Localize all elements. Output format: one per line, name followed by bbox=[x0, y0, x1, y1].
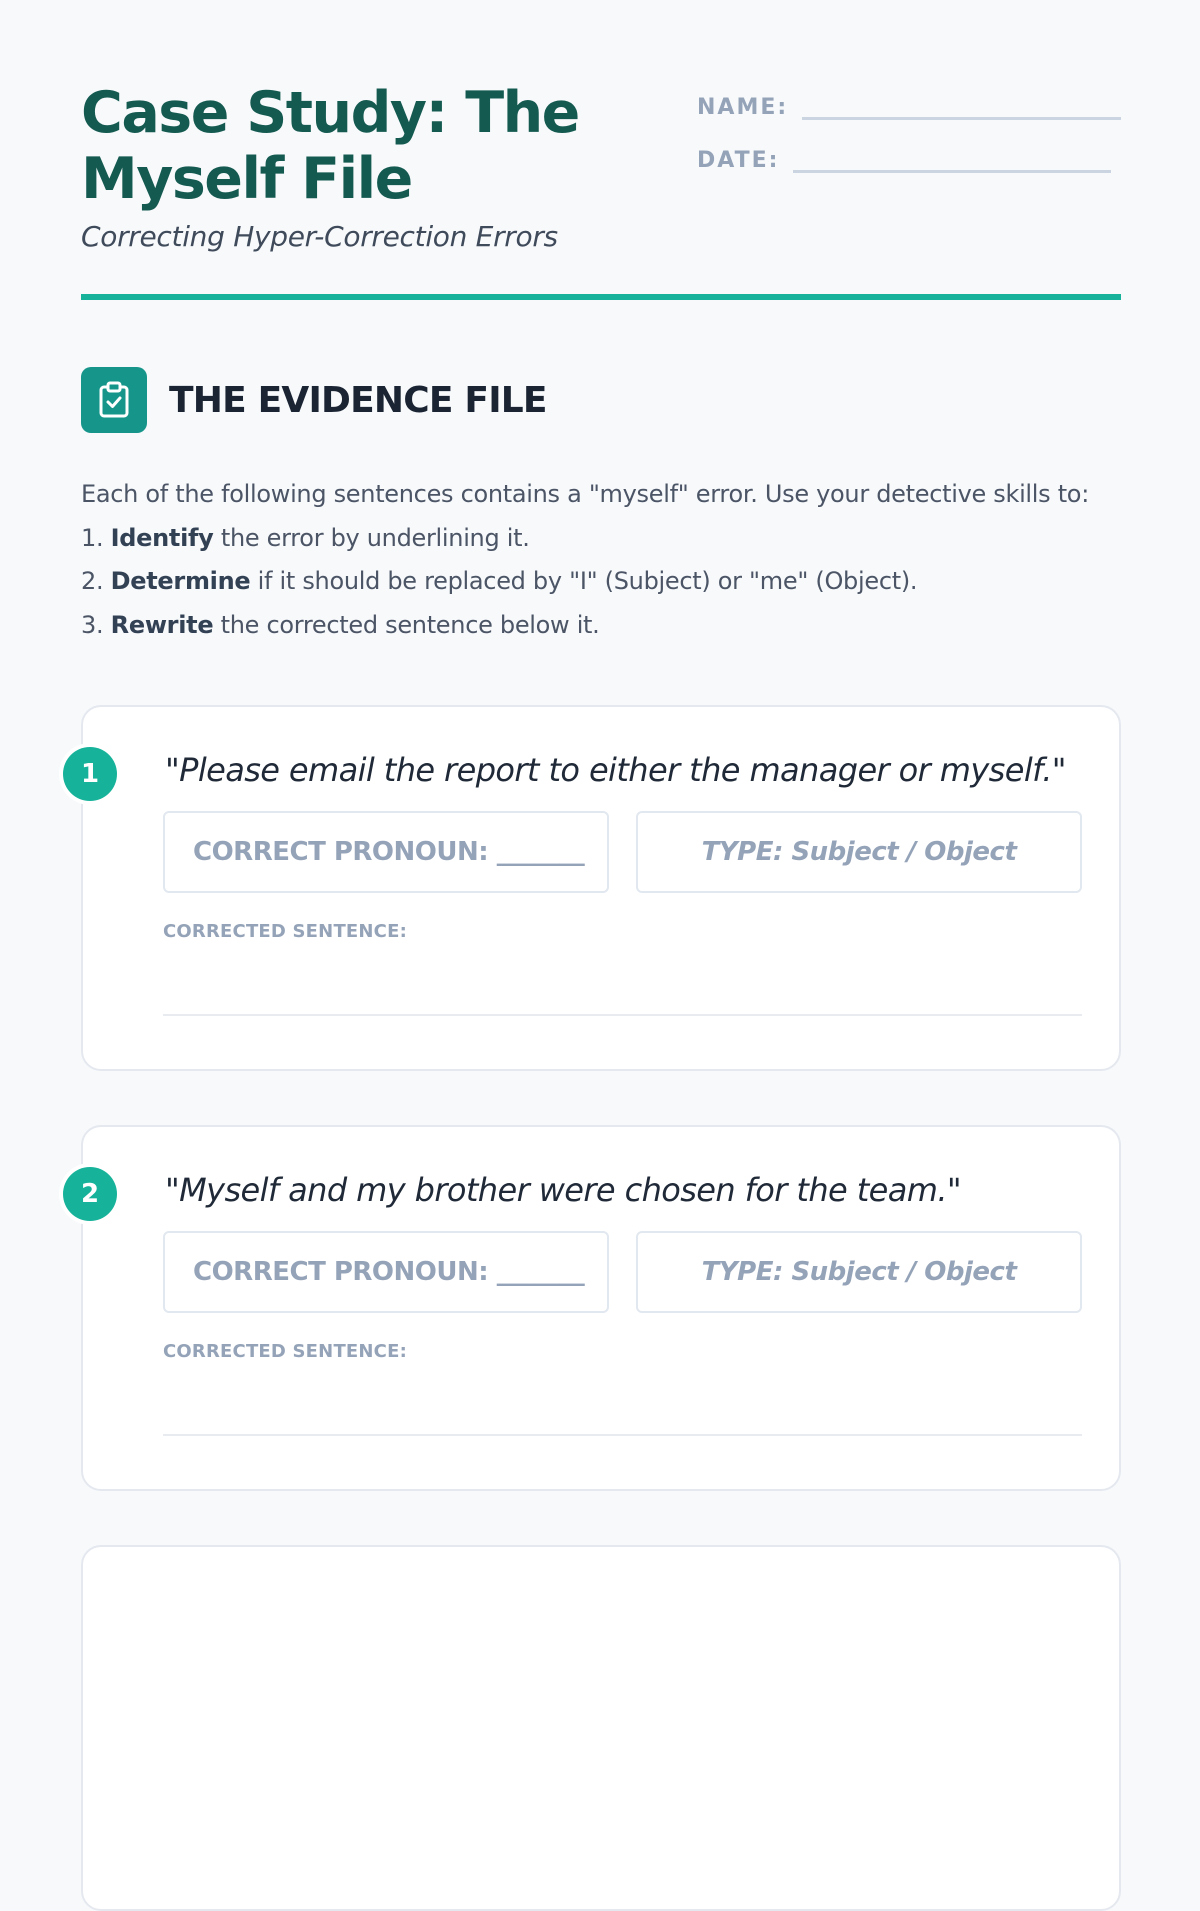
section-heading bbox=[81, 367, 1121, 433]
page-subtitle: Correcting Hyper-Correction Errors bbox=[81, 220, 558, 253]
evidence-card bbox=[81, 705, 1121, 1071]
evidence-sentence: "Please email the report to either the manager or myself." bbox=[165, 751, 1066, 789]
date-field[interactable] bbox=[793, 148, 1111, 173]
date-label: DATE: bbox=[697, 148, 780, 173]
evidence-sentence: "Myself and my brother were chosen for the team." bbox=[165, 1171, 962, 1209]
name-field[interactable] bbox=[802, 95, 1121, 120]
instruction-step bbox=[81, 604, 1121, 648]
date-row bbox=[697, 137, 1111, 173]
corrected-sentence-line[interactable] bbox=[163, 1014, 1082, 1016]
pronoun-type-field[interactable]: TYPE: Subject / Object bbox=[636, 1231, 1082, 1313]
instruction-step bbox=[81, 517, 1121, 561]
step-text: the corrected sentence below it. bbox=[213, 610, 600, 639]
name-label: NAME: bbox=[697, 95, 789, 120]
correct-pronoun-field[interactable]: CORRECT PRONOUN: _______ bbox=[163, 811, 609, 893]
step-text: the error by underlining it. bbox=[213, 523, 530, 552]
evidence-card bbox=[81, 1125, 1121, 1491]
answer-row bbox=[163, 1231, 1079, 1313]
header-divider bbox=[81, 294, 1121, 300]
step-number: 2. bbox=[81, 567, 104, 595]
instructions-intro: Each of the following sentences contains a "myself" error. Use your detective skills to: bbox=[81, 480, 1089, 508]
worksheet-page bbox=[81, 0, 1121, 1911]
step-keyword: Identify bbox=[110, 523, 214, 552]
step-keyword: Determine bbox=[110, 567, 251, 595]
corrected-sentence-label: CORRECTED SENTENCE: bbox=[163, 921, 407, 942]
pronoun-type-field[interactable]: TYPE: Subject / Object bbox=[636, 811, 1082, 893]
card-number-badge: 2 bbox=[63, 1167, 117, 1221]
step-number: 3. bbox=[81, 610, 104, 639]
corrected-sentence-line[interactable] bbox=[163, 1434, 1082, 1436]
worksheet-header bbox=[81, 80, 1121, 294]
step-text: if it should be replaced by "I" (Subject) or "me" (Object). bbox=[250, 567, 918, 595]
card-number-badge: 1 bbox=[63, 747, 117, 801]
page-title: Case Study: The Myself File bbox=[81, 80, 579, 212]
correct-pronoun-field[interactable]: CORRECT PRONOUN: _______ bbox=[163, 1231, 609, 1313]
step-keyword: Rewrite bbox=[110, 610, 214, 639]
corrected-sentence-label: CORRECTED SENTENCE: bbox=[163, 1341, 407, 1362]
clipboard-check-icon bbox=[81, 367, 147, 433]
section-title: THE EVIDENCE FILE bbox=[169, 379, 547, 421]
instruction-step bbox=[81, 560, 1121, 604]
name-row bbox=[697, 84, 1121, 120]
step-number: 1. bbox=[81, 523, 104, 552]
student-info bbox=[697, 84, 1121, 190]
answer-row bbox=[163, 811, 1079, 893]
instructions bbox=[81, 473, 1121, 647]
